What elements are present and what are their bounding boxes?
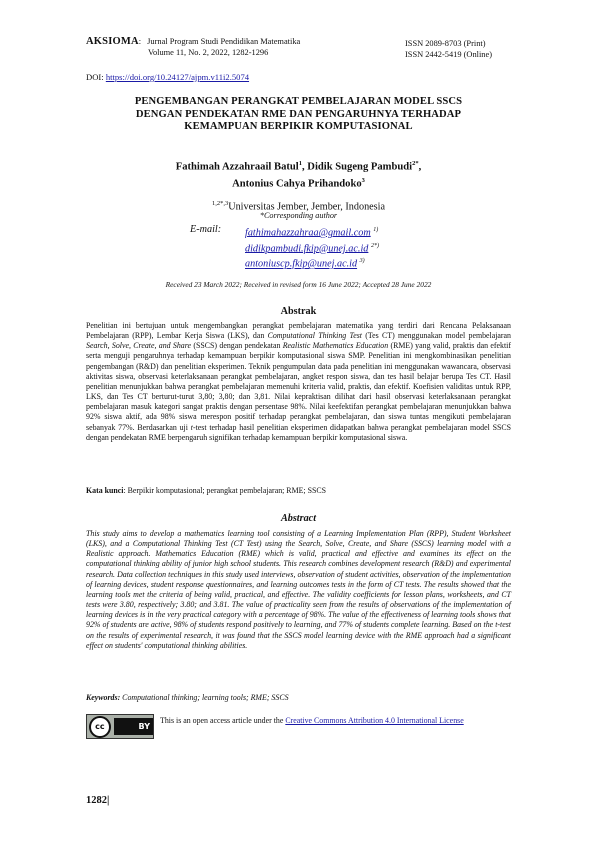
- email-item: fathimahazzahraa@gmail.com $^{1)}$: [245, 227, 379, 239]
- author-list: Fathimah Azzahraail Batul$^1$, Didik Sugeng Pambudi$^{2*}$, Antonius Cahya Prihandoko$^3$: [175, 160, 422, 190]
- email-link-3[interactable]: antoniuscp.fkip@unej.ac.id: [245, 258, 358, 270]
- email-item: antoniuscp.fkip@unej.ac.id $^{3)}$: [245, 258, 365, 270]
- abstrak-heading: Abstrak: [280, 306, 317, 317]
- author-2: , Didik Sugeng Pambudi: [302, 161, 413, 173]
- issn-online: ISSN 2442-5419 (Online): [405, 50, 493, 59]
- corresponding-author-note: *Corresponding author: [259, 211, 338, 220]
- doi-label: DOI:: [86, 72, 106, 82]
- author-1: Fathimah Azzahraail Batul: [175, 161, 299, 173]
- author-3: Antonius Cahya Prihandoko: [232, 178, 362, 190]
- cc-license-badge[interactable]: [86, 714, 154, 739]
- email-label: E-mail:: [190, 224, 222, 235]
- doi-line: [86, 72, 249, 82]
- kata-kunci-text: : Berpikir komputasional; perangkat pembelajaran; RME; SSCS: [123, 486, 326, 495]
- keywords-label: Keywords:: [86, 693, 121, 702]
- author-3-sup: 3: [361, 176, 365, 184]
- journal-title-line: AKSIOMA: Jurnal Program Studi Pendidikan Matematika: [86, 36, 301, 47]
- doi-link[interactable]: https://doi.org/10.24127/ajpm.v11i2.5074: [105, 72, 250, 82]
- title-line-2: DENGAN PENDEKATAN RME DAN PENGARUHNYA TERHADAP: [135, 108, 462, 120]
- affiliation-sup: 1,2*,3: [211, 200, 229, 207]
- kata-kunci-label: Kata kunci: [86, 486, 124, 495]
- journal-header: [86, 36, 386, 58]
- abstrak-body: Penelitian ini bertujuan untuk mengembangkan perangkat pembelajaran matematika yang terdiri dari Rencana Pelaksanaan Pembelajaran (RPP), Lembar Kerja Siswa (LKS), dan Computational Thinking Test (Tes CT) menggunakan model pembelajaran Search, Solve, Create, and Share (SSCS) dengan pendekatan Realistic Mathematics Education (RME) yang valid, praktis dan efektif serta menguji pengaruhnya terhadap kemampuan berpikir komputasional siswa SMP. Penelitian ini mengkombinasikan penelitian pengembangan (R&D) dan penelitian eksperimen. Teknik pengumpulan data pada penelitian ini menggunakan wawancara, observasi aktivitas siswa, observasi keterlaksanaan perangkat pembelajaran, angket respon siswa, dan tes hasil belajar berupa Tes CT. Hasil penelitian menunjukkan bahwa perangkat pembelajaran memenuhi kriteria valid, praktis, dan efektif. Koefisien validitas untuk RPP, LKS, dan Tes CT berturut-turut 3,80; 3,80; dan 3,81. Nilai kepraktisan dilihat dari hasil observasi keterlaksanaan perangkat pembelajaran masuk kategori sangat praktis dengan persentase 98%. Nilai keefektifan perangkat pembelajaran menunjukkan bahwa 92% siswa aktif, ada 98% siswa merespon positif terhadap perangkat pembelajaran, dan siswa tuntas mengikuti pembelajaran sebanyak 77%. Berdasarkan uji t-test terhadap hasil penelitian eksperimen didapatkan bahwa perangkat pembelajaran model SSCS dengan pendekatan RME berpengaruh signifikan terhadap kemampuan berpikir komputasional siswa.: [86, 321, 512, 442]
- author-2-sup: 2*: [412, 160, 419, 167]
- issn-print: ISSN 2089-8703 (Print): [405, 39, 486, 48]
- kata-kunci: [86, 486, 511, 495]
- by-icon: BY: [114, 718, 153, 735]
- journal-brand: AKSIOMA: [86, 36, 139, 47]
- journal-name: Jurnal Program Studi Pendidikan Matematika: [147, 37, 301, 46]
- journal-volume: Volume 11, No. 2, 2022, 1282-1296: [148, 48, 269, 57]
- email-link-1[interactable]: fathimahazzahraa@gmail.com: [245, 227, 371, 239]
- abstract-body: This study aims to develop a mathematics learning tool consisting of a Learning Implementation Plan (RPP), Student Worksheet (LKS), and a Computational Thinking Test (CT Test) using the Search, Solve, Create, and Share (SSCS) learning model with a Realistic approach. Mathematics Education (RME) which is valid, practical and effective and examines its effect on the computational thinking ability of junior high school students. This research combines development research (R&D) and experimental research. Data collection techniques in this study used interviews, observation of student activities, observation of the implementation of learning devices, student response questionnaires, and learning outcomes tests in the form of CT tests. The results showed that the learning tools met the criteria of being valid, practical, and effective. The validity coefficients for lesson plans, worksheets, and CT tests were 3.80, respectively; 3.80; and 3.81. The value of practicality seen from the results of observations of the implementation of learning devices is in the very practical category with a percentage of 98%. The value of the effectiveness of learning tools shows that 92% of students are active, 98% of students respond positively to learning, and 77% of students complete learning. Based on the t-test on the results of experimental research, it was found that the SSCS model learning device with the RME approach had a significant effect on students' computational thinking abilities.: [86, 529, 511, 650]
- affiliation-text: Universitas Jember, Jember, Indonesia: [228, 201, 385, 213]
- email-item: didikpambudi.fkip@unej.ac.id $^{2*)}$: [245, 242, 379, 254]
- author-1-sup: 1: [298, 160, 302, 167]
- email-list: [245, 224, 379, 271]
- page-number: 1282|: [86, 795, 110, 806]
- license-text: This is an open access article under the Creative Commons Attribution 4.0 International License: [160, 716, 464, 725]
- title-line-1: PENGEMBANGAN PERANGKAT PEMBELAJARAN MODEL SSCS: [134, 96, 463, 107]
- keywords: [86, 693, 511, 702]
- paper-title: [86, 96, 511, 134]
- abstract-heading: Abstract: [280, 513, 317, 524]
- received-dates: Received 23 March 2022; Received in revised form 16 June 2022; Accepted 28 June 2022: [165, 280, 432, 289]
- license-link[interactable]: Creative Commons Attribution 4.0 International License: [285, 716, 464, 725]
- email-link-2[interactable]: didikpambudi.fkip@unej.ac.id: [245, 242, 369, 254]
- issn-block: [405, 38, 535, 60]
- cc-icon: cc: [89, 716, 111, 738]
- title-line-3: KEMAMPUAN BERPIKIR KOMPUTASIONAL: [184, 121, 413, 132]
- keywords-text: Computational thinking; learning tools; RME; SSCS: [120, 693, 289, 702]
